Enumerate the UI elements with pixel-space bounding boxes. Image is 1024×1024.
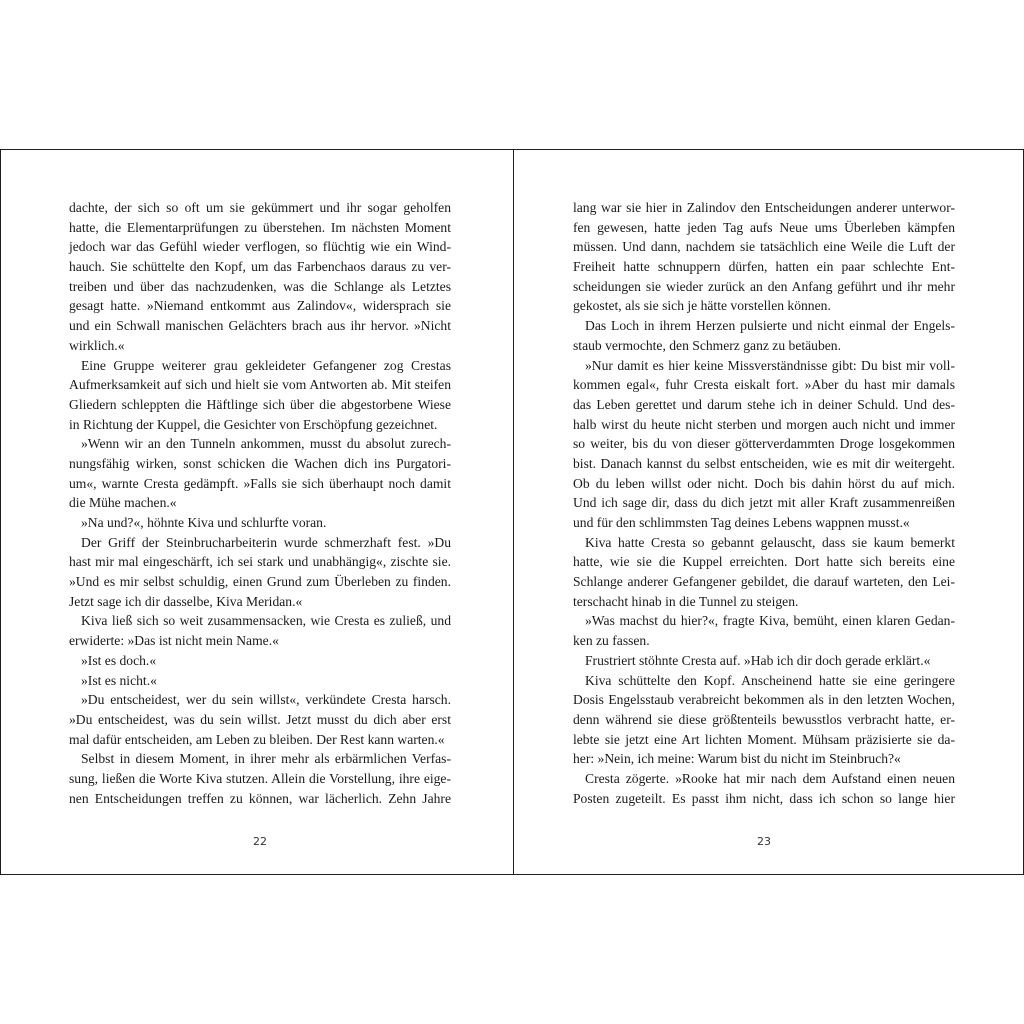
text-line: »Und es mir selbst schuldig, einen Grund zum Überleben zu finden. (69, 574, 451, 590)
text-line: »Ist es nicht.« (81, 672, 157, 688)
text-line: so weiter, bis du von dieser götterverdammten Droge losgekommen (573, 436, 955, 452)
text-line: Schlange anderer Gefangener gebildet, die darauf warteten, den Lei- (573, 574, 955, 590)
text-line: hauch. Sie schüttelte den Kopf, um das Farbenchaos daraus zu ver- (69, 259, 451, 275)
text-line: und für den schlimmsten Tag deines Lebens wappnen musst.« (573, 515, 910, 530)
text-line: »Na und?«, höhnte Kiva und schlurfte voran. (81, 515, 327, 530)
left-page-number: 22 (253, 835, 267, 848)
text-line: Kiva ließ sich so weit zusammensacken, wie Cresta es zuließ, und (81, 613, 451, 629)
text-line: Aufmerksamkeit auf sich und hielt sie vom Antworten ab. Mit steifen (69, 377, 451, 393)
text-line: bist. Danach kannst du selbst entscheiden, wie es mit dir weitergeht. (573, 455, 955, 471)
text-line: »Wenn wir an den Tunneln ankommen, musst du absolut zurech- (81, 436, 451, 452)
text-line: Selbst in diesem Moment, in ihrer mehr als erbärmlichen Verfas- (81, 751, 451, 767)
text-line: sung, ließen die Worte Kiva stutzen. Allein die Vorstellung, ihre eige- (69, 770, 451, 786)
text-line: in Richtung der Kuppel, die Gesichter von Erschöpfung gezeichnet. (69, 416, 438, 432)
left-page-body (69, 198, 451, 808)
text-line: denn während sie diese größtenteils bewusstlos verbracht hatte, er- (573, 711, 955, 727)
text-line: »Nur damit es hier keine Missverständnisse gibt: Du bist mir voll- (585, 357, 955, 373)
text-line: »Was machst du hier?«, fragte Kiva, bemüht, einen klaren Gedan- (585, 613, 955, 629)
text-line: Frustriert stöhnte Cresta auf. »Hab ich dir doch gerade erklärt.« (585, 652, 931, 668)
right-page-number: 23 (757, 835, 771, 848)
text-line: Dosis Engelsstaub verabreicht bekommen als in den letzten Wochen, (573, 692, 955, 708)
text-line: treiben und über das nachzudenken, was die Schlange als Letztes (69, 278, 451, 294)
page-gutter (513, 150, 514, 874)
text-line: hatte, die Elementarprüfungen zu überstehen. Im nächsten Moment (69, 219, 451, 235)
text-line: hast mir mal eingeschärft, ich sei stark und unabhängig«, zischte sie. (69, 554, 451, 570)
text-line: »Du entscheidest, wer du sein willst«, verkündete Cresta harsch. (81, 692, 451, 708)
text-line: nen Entscheidungen treffen zu können, war lächerlich. Zehn Jahre (69, 790, 451, 806)
text-line: dachte, der sich so oft um sie gekümmert und ihr sogar geholfen (69, 200, 451, 215)
text-line: gekostet, als sie sich je hätte vorstellen können. (573, 298, 831, 314)
text-line: wirklich.« (69, 337, 125, 353)
text-line: terschacht hinab in die Tunnel zu steigen. (573, 593, 799, 609)
text-line: Freiheit hatte schnuppern dürfen, hatten ein paar schlechte Ent- (573, 259, 955, 275)
text-line: Und ich sage dir, dass du dich jetzt mit aller Kraft zusammenreißen (573, 495, 955, 511)
text-line: scheidungen sie wieder zurück an den Anfang geführt und ihr mehr (573, 278, 955, 294)
text-line: hatte, wie sie die Kuppel erreichten. Dort hatte sich bereits eine (573, 554, 955, 570)
text-line: Ob du leben willst oder nicht. Doch bis dahin hörst du auf mich. (573, 475, 955, 491)
text-line: das Leben gerettet und darum stehe ich in deiner Schuld. Und des- (573, 396, 955, 412)
text-line: staub vermochte, den Schmerz ganz zu betäuben. (573, 337, 841, 353)
text-line: erwiderte: »Das ist nicht mein Name.« (69, 633, 279, 649)
text-line: jedoch war das Gefühl wieder verflogen, so flüchtig wie ein Wind- (69, 239, 451, 255)
text-line: kommen egal«, fuhr Cresta eiskalt fort. »Aber du hast mir damals (573, 377, 955, 393)
text-line: »Ist es doch.« (81, 652, 157, 668)
text-line: müssen. Und dann, nachdem sie tatsächlich eine Weile die Luft der (573, 239, 955, 255)
text-line: die Mühe machen.« (69, 495, 177, 511)
book-spread (0, 149, 1024, 875)
text-line: her: »Nein, ich meine: Warum bist du nicht im Steinbruch?« (573, 751, 901, 767)
text-line: mal dafür entscheiden, am Leben zu bleiben. Der Rest kann warten.« (69, 731, 445, 747)
text-line: lang war sie hier in Zalindov den Entscheidungen anderer unterwor- (573, 200, 955, 215)
text-line: halb wirst du heute nicht sterben und morgen auch nicht und immer (573, 416, 955, 432)
text-line: Der Griff der Steinbrucharbeiterin wurde schmerzhaft fest. »Du (81, 534, 451, 550)
text-line: Kiva schüttelte den Kopf. Anscheinend hatte sie eine geringere (585, 672, 955, 688)
text-line: nungsfähig wirken, sonst schicken die Wachen dich ins Purgatori- (69, 455, 451, 471)
text-line: fen gewesen, hatte jeden Tag aufs Neue ums Überleben kämpfen (573, 219, 955, 235)
text-line: Cresta zögerte. »Rooke hat mir nach dem Aufstand einen neuen (585, 770, 955, 786)
text-line: Das Loch in ihrem Herzen pulsierte und nicht einmal der Engels- (585, 318, 955, 334)
text-line: »Du entscheidest, was du sein willst. Jetzt musst du dich aber erst (69, 711, 451, 727)
text-line: und ein Schwall manischen Gelächters brach aus ihr hervor. »Nicht (69, 318, 451, 334)
text-line: Posten zugeteilt. Es passt ihm nicht, dass ich schon so lange hier (573, 790, 955, 806)
text-line: ken zu fassen. (573, 633, 650, 649)
text-line: gesagt hatte. »Niemand entkommt aus Zalindov«, widersprach sie (69, 298, 451, 314)
text-line: um«, warnte Cresta gedämpft. »Falls sie sich überhaupt noch damit (69, 475, 451, 491)
text-line: Kiva hatte Cresta so gebannt gelauscht, dass sie kaum bemerkt (585, 534, 955, 550)
text-line: Gliedern schleppten die Häftlinge sich über die abgestorbene Wiese (69, 396, 451, 412)
text-line: Jetzt sage ich dir dasselbe, Kiva Meridan.« (69, 593, 303, 609)
text-line: Eine Gruppe weiterer grau gekleideter Gefangener zog Crestas (81, 357, 451, 373)
right-page-body (573, 198, 955, 808)
text-line: lebte sie jetzt eine Art lichten Moment. Mühsam präzisierte sie da- (573, 731, 955, 747)
